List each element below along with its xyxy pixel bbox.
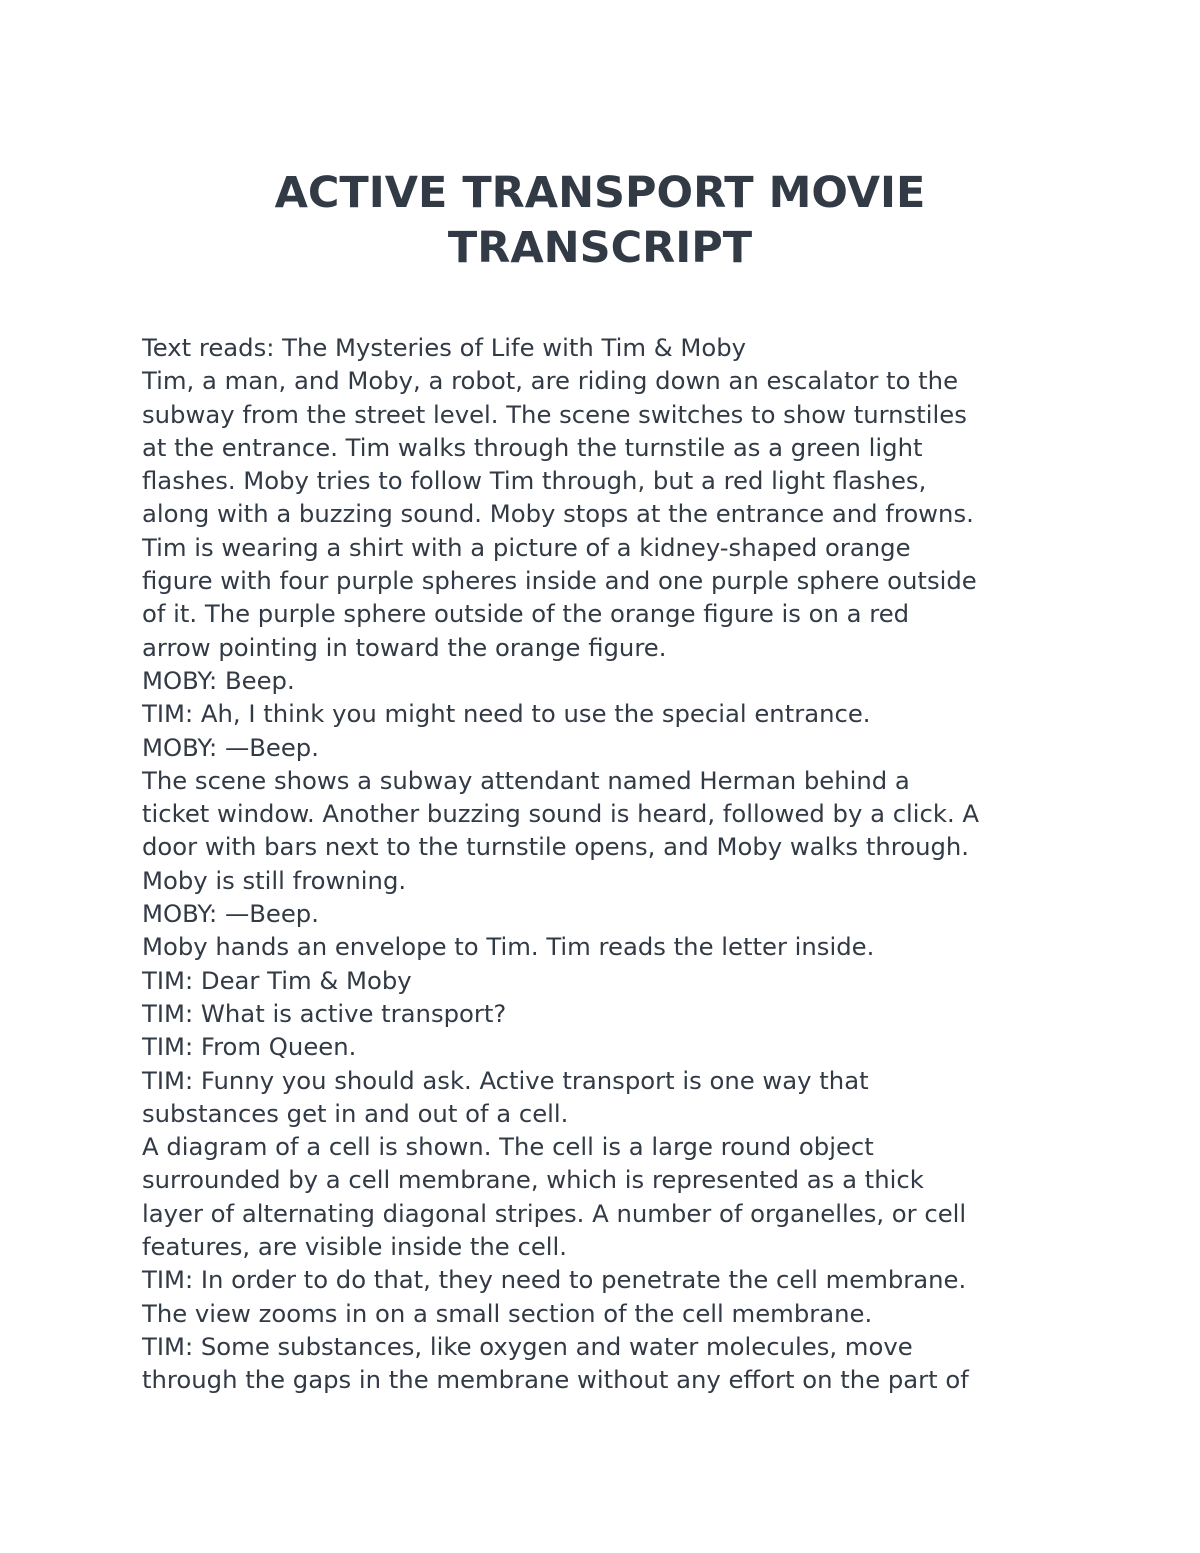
transcript-line: TIM: Dear Tim & Moby: [142, 965, 412, 995]
transcript-line: through the gaps in the membrane without any effort on the part of: [142, 1365, 969, 1395]
transcript-line: flashes. Moby tries to follow Tim through, but a red light flashes,: [142, 466, 927, 496]
transcript-body: [142, 331, 1142, 1397]
transcript-line: MOBY: Beep.: [142, 665, 295, 695]
transcript-line: Moby hands an envelope to Tim. Tim reads the letter inside.: [142, 932, 875, 962]
transcript-line: Tim is wearing a shirt with a picture of a kidney-shaped orange: [142, 532, 911, 562]
transcript-line: ticket window. Another buzzing sound is heard, followed by a click. A: [142, 799, 980, 829]
transcript-line: Tim, a man, and Moby, a robot, are riding down an escalator to the: [142, 366, 959, 396]
transcript-line: TIM: In order to do that, they need to penetrate the cell membrane.: [142, 1265, 967, 1295]
transcript-line: arrow pointing in toward the orange figure.: [142, 632, 667, 662]
transcript-line: features, are visible inside the cell.: [142, 1232, 568, 1262]
transcript-line: surrounded by a cell membrane, which is represented as a thick: [142, 1165, 924, 1195]
transcript-line: Text reads: The Mysteries of Life with Tim & Moby: [142, 333, 747, 362]
transcript-line: along with a buzzing sound. Moby stops at the entrance and frowns.: [142, 499, 974, 529]
document-title: ACTIVE TRANSPORT MOVIE TRANSCRIPT: [274, 168, 926, 273]
transcript-line: door with bars next to the turnstile opens, and Moby walks through.: [142, 832, 970, 862]
transcript-line: figure with four purple spheres inside and one purple sphere outside: [142, 566, 977, 596]
transcript-line: TIM: Ah, I think you might need to use the special entrance.: [142, 699, 871, 729]
transcript-line: A diagram of a cell is shown. The cell is a large round object: [142, 1132, 874, 1162]
transcript-line: The scene shows a subway attendant named Herman behind a: [142, 765, 910, 795]
transcript-line: layer of alternating diagonal stripes. A number of organelles, or cell: [142, 1198, 967, 1228]
transcript-line: The view zooms in on a small section of the cell membrane.: [142, 1298, 873, 1328]
transcript-line: TIM: Funny you should ask. Active transport is one way that: [142, 1065, 869, 1095]
transcript-line: TIM: From Queen.: [142, 1032, 357, 1062]
transcript-line: TIM: What is active transport?: [142, 998, 507, 1028]
transcript-line: TIM: Some substances, like oxygen and water molecules, move: [142, 1331, 913, 1361]
transcript-line: MOBY: —Beep.: [142, 899, 319, 929]
transcript-line: Moby is still frowning.: [142, 865, 407, 895]
transcript-line: MOBY: —Beep.: [142, 732, 319, 762]
transcript-line: substances get in and out of a cell.: [142, 1098, 569, 1128]
transcript-line: at the entrance. Tim walks through the turnstile as a green light: [142, 432, 923, 462]
transcript-line: of it. The purple sphere outside of the orange figure is on a red: [142, 599, 910, 629]
transcript-line: subway from the street level. The scene switches to show turnstiles: [142, 399, 967, 429]
